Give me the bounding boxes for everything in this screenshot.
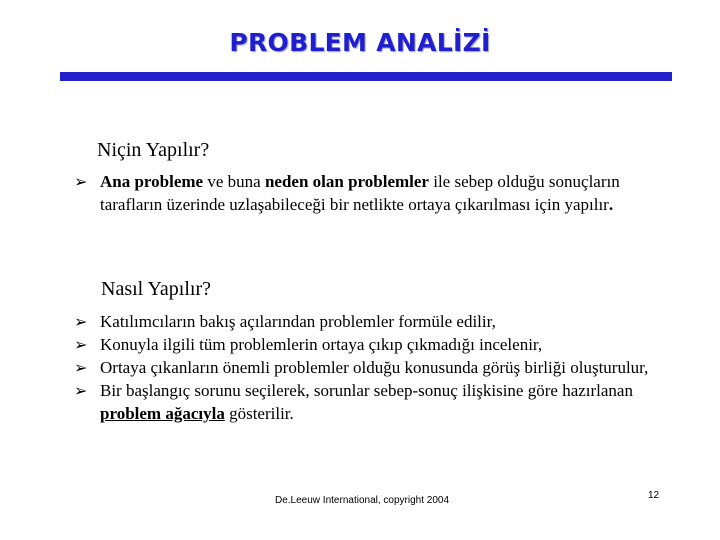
- list-item: [74, 310, 684, 333]
- section-heading-how: Nasıl Yapılır?: [101, 278, 211, 300]
- bullet-text: gösterilir.: [224, 404, 294, 423]
- why-bullet-list: [74, 170, 684, 216]
- problem-tree-emphasis: problem ağacıyla: [100, 404, 225, 423]
- list-item: [74, 356, 684, 379]
- page-number: 12: [648, 490, 660, 501]
- bullet-text-bold: neden olan problemler: [264, 172, 429, 191]
- arrow-bullet-icon: ➢: [74, 381, 88, 400]
- footer-copyright: De.Leeuw International, copyright 2004: [275, 495, 450, 506]
- bullet-text: ile sebep olduğu sonuçların tarafların üzerinde uzlaşabileceği bir netlikte ortaya çıkarılması için yapılır: [100, 172, 620, 214]
- bullet-text: ve buna: [203, 172, 265, 191]
- bullet-text-bold: Ana probleme: [100, 172, 204, 191]
- bullet-text: Katılımcıların bakış açılarından problemler formüle edilir,: [100, 312, 496, 331]
- arrow-bullet-icon: ➢: [74, 312, 88, 331]
- list-item: [74, 333, 684, 356]
- bullet-text: Bir başlangıç sorunu seçilerek, sorunlar sebep-sonuç ilişkisine göre hazırlanan: [100, 381, 633, 400]
- arrow-bullet-icon: ➢: [74, 335, 88, 354]
- arrow-bullet-icon: ➢: [74, 358, 88, 377]
- how-bullet-list: [74, 310, 684, 425]
- list-item: [74, 379, 684, 425]
- arrow-bullet-icon: ➢: [74, 172, 88, 191]
- section-heading-why: Niçin Yapılır?: [97, 139, 210, 161]
- bullet-text-bold: .: [608, 195, 614, 214]
- list-item: [74, 170, 684, 216]
- bullet-text: Ortaya çıkanların önemli problemler olduğu konusunda görüş birliği oluşturulur,: [100, 358, 649, 377]
- title-underline-bar: [60, 72, 672, 81]
- slide-title: PROBLEM ANALİZİ: [229, 28, 491, 57]
- bullet-text: Konuyla ilgili tüm problemlerin ortaya çıkıp çıkmadığı incelenir,: [100, 335, 543, 354]
